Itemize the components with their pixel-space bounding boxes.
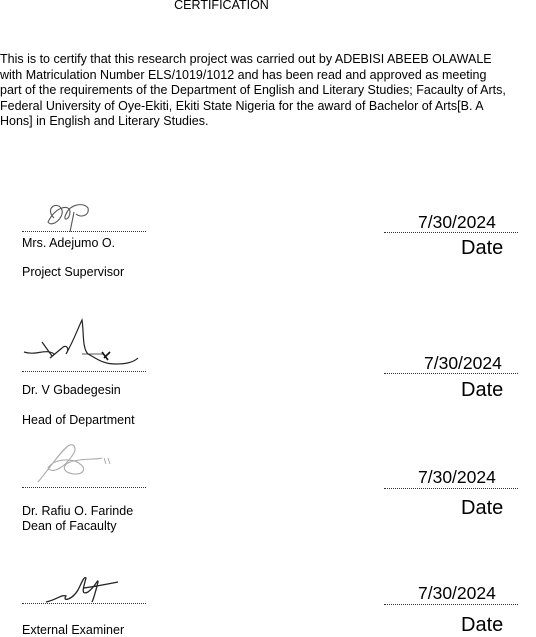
external-examiner-signature-line (22, 603, 146, 604)
dean-signature (34, 438, 124, 488)
dean-signature-line (22, 487, 146, 488)
dean-date: 7/30/2024 (418, 467, 496, 487)
dean-name: Dr. Rafiu O. Farinde (22, 504, 134, 518)
external-examiner-date-line (384, 604, 518, 605)
supervisor-role: Project Supervisor (22, 265, 125, 279)
hod-signature-line (22, 371, 146, 372)
external-examiner-date: 7/30/2024 (418, 583, 496, 603)
hod-signature (22, 318, 142, 374)
supervisor-date-label: Date (461, 237, 504, 259)
hod-date-line (384, 373, 518, 374)
page-title: CERTIFICATION (174, 0, 269, 12)
certification-statement: This is to certify that this research project was carried out by ADEBISI ABEEB OLAWALE with Matriculation Number ELS/1019/1012 and has been read and approved as meeting part of the requirements of the Department of English and Literary Studies; Facaulty of Arts, Federal University of Oye-Ekiti, Ekiti State Nigeria for the award of Bachelor of Arts[B. A Hons] in English and Literary Studies. (0, 52, 506, 129)
supervisor-signature (40, 198, 110, 234)
external-examiner-signature (44, 572, 124, 606)
hod-role: Head of Department (22, 413, 135, 427)
external-examiner-date-label: Date (461, 614, 504, 636)
supervisor-name: Mrs. Adejumo O. (22, 236, 116, 250)
dean-role: Dean of Facaulty (22, 519, 117, 533)
supervisor-date: 7/30/2024 (418, 212, 496, 232)
supervisor-signature-line (22, 231, 146, 232)
supervisor-date-line (384, 232, 518, 233)
hod-date: 7/30/2024 (424, 353, 502, 373)
external-examiner-name: External Examiner (22, 623, 125, 637)
dean-date-line (384, 488, 518, 489)
hod-name: Dr. V Gbadegesin (22, 383, 121, 397)
hod-date-label: Date (461, 379, 504, 401)
dean-date-label: Date (461, 497, 504, 519)
